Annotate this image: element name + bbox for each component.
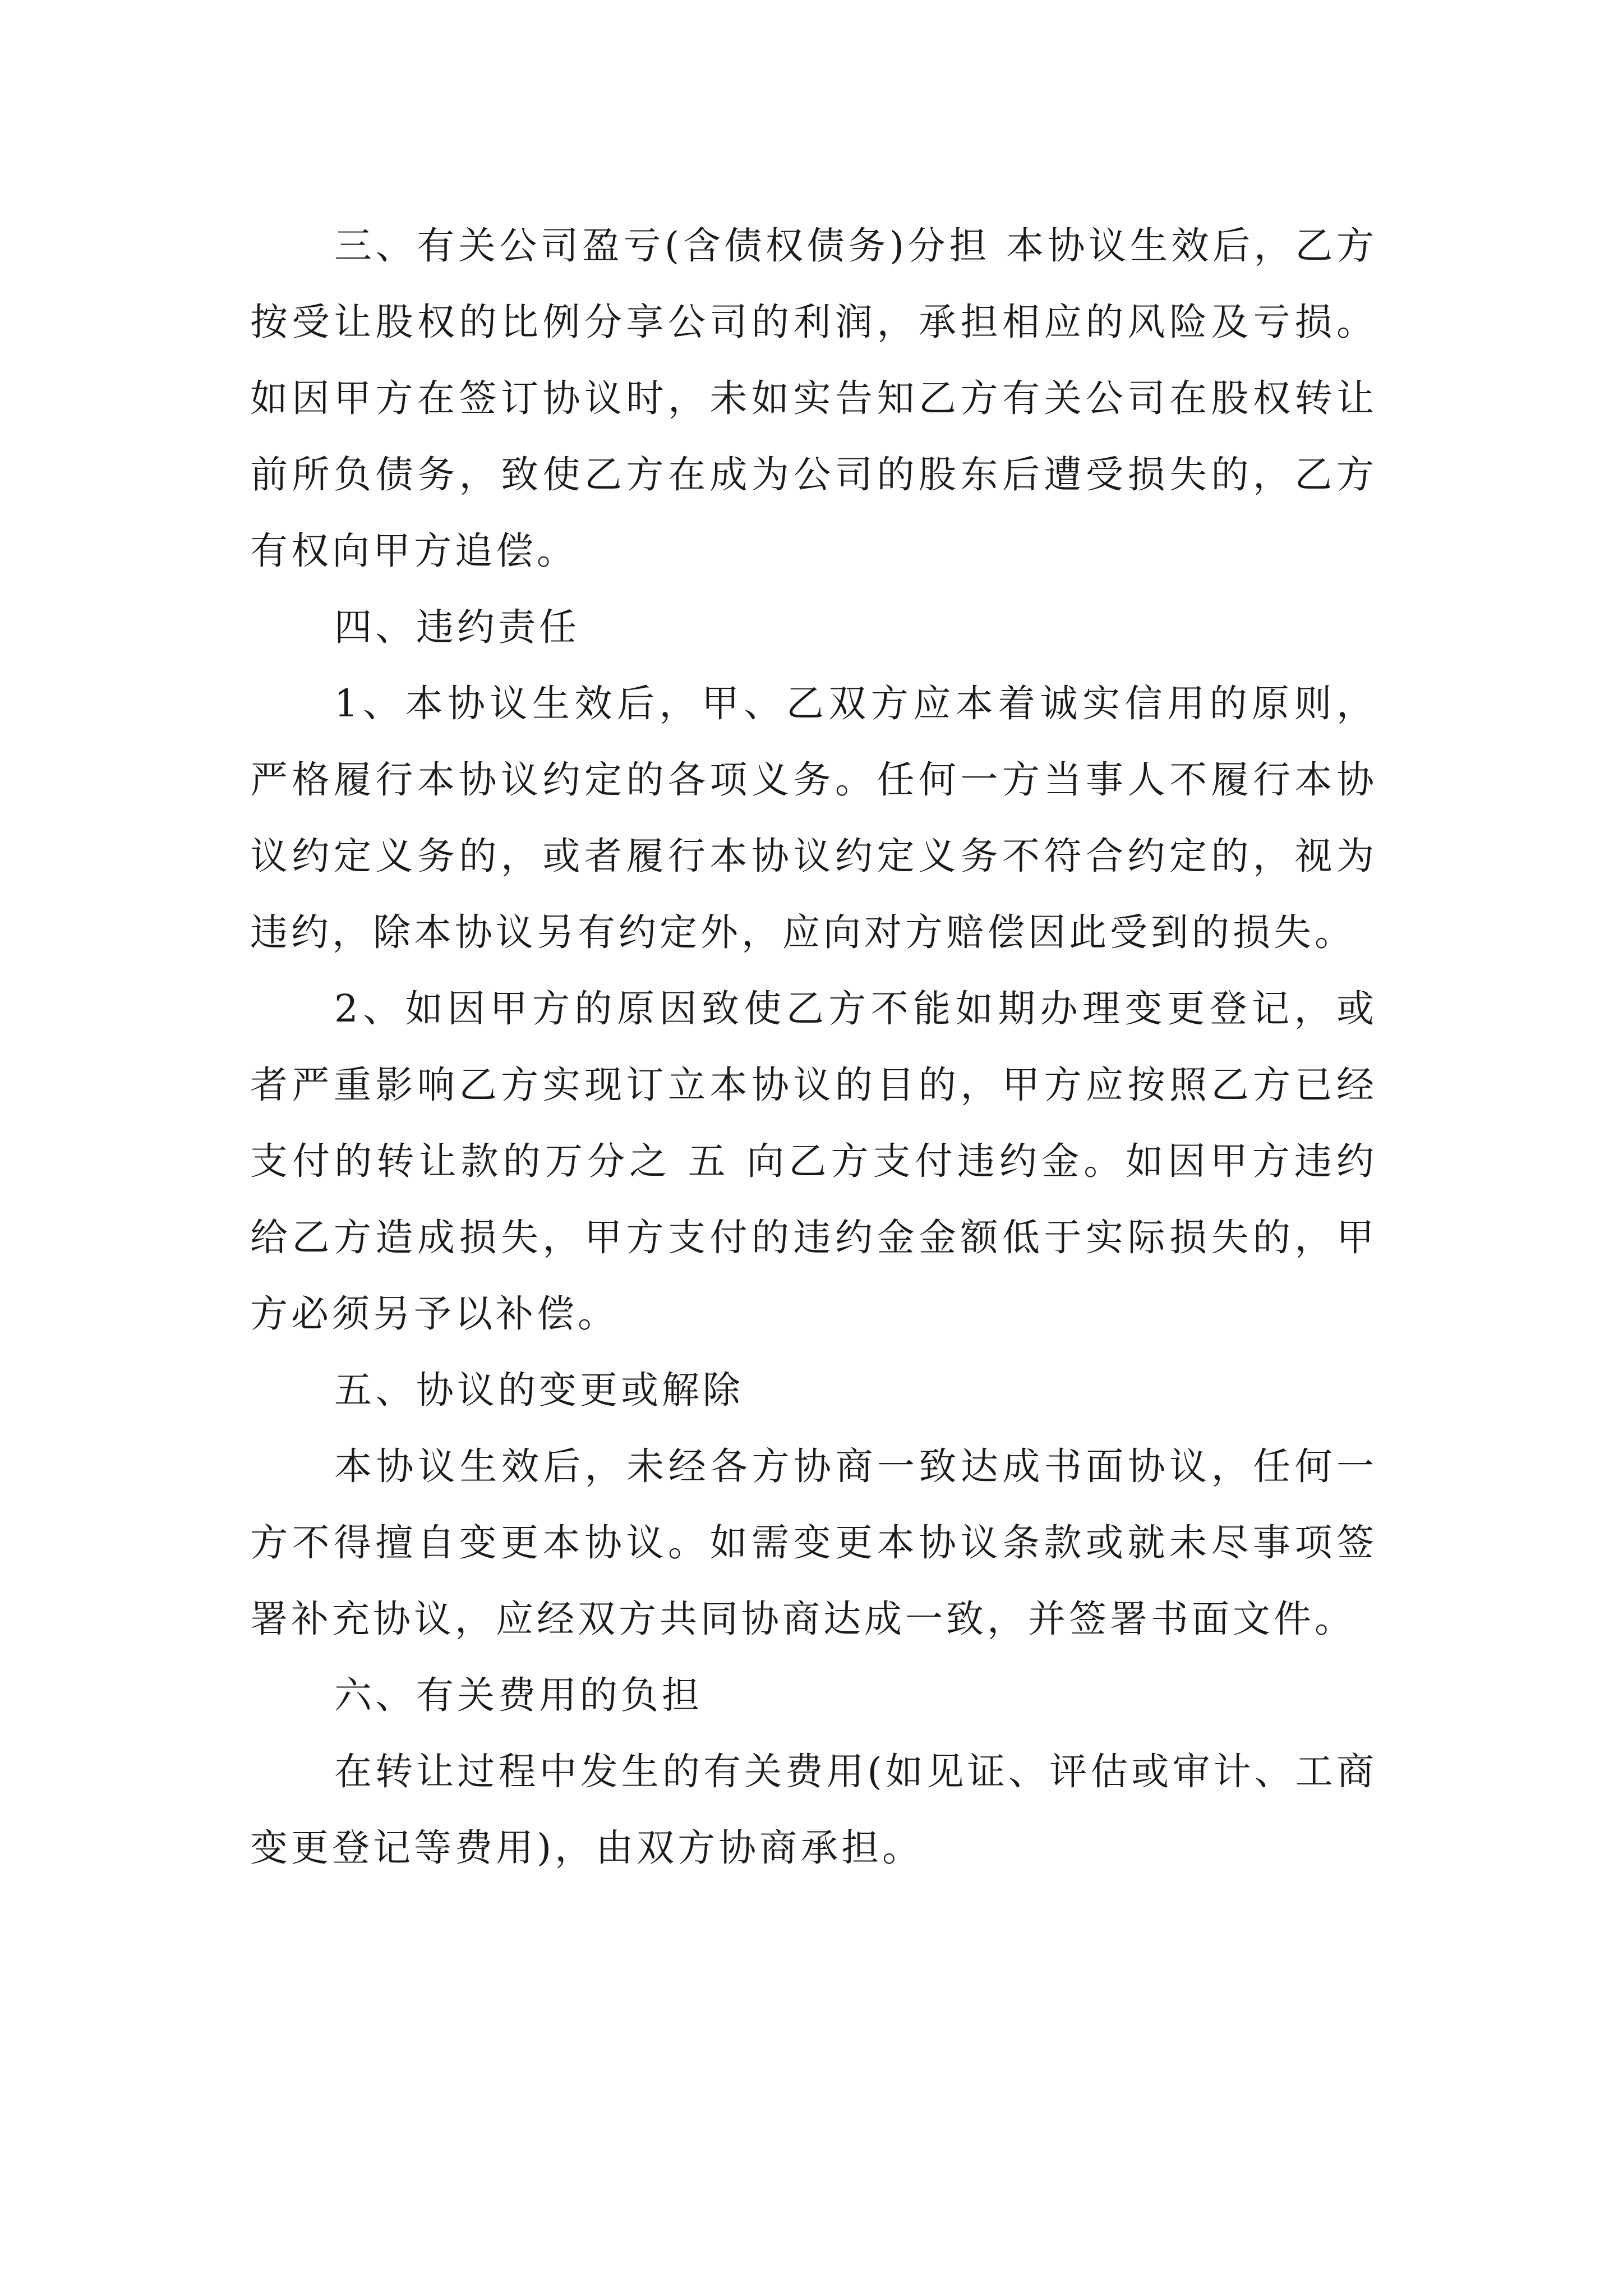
clause-three-profit-loss: 三、有关公司盈亏(含债权债务)分担 本协议生效后，乙方按受让股权的比例分享公司的利润，承担相应的风险及亏损。 如因甲方在签订协议时，未如实告知乙方有关公司在股权转让前所负债务，致使乙方在成为公司的股东后遭受损失的，乙方有权向甲方追偿。 [250,224,1377,573]
heading-breach-liability: 四、违约责任 [334,605,580,649]
document-body [250,208,1377,1886]
breach-item-1: 1、本协议生效后，甲、乙双方应本着诚实信用的原则，严格履行本协议约定的各项义务。任何一方当事人不履行本协议约定义务的，或者履行本协议约定义务不符合约定的，视为违约，除本协议另有约定外，应向对方赔偿因此受到的损失。 [250,682,1377,954]
amendment-paragraph: 本协议生效后，未经各方协商一致达成书面协议，任何一方不得擅自变更本协议。如需变更本协议条款或就未尽事项签署补充协议，应经双方共同协商达成一致，并签署书面文件。 [250,1444,1377,1641]
heading-amendment-termination: 五、协议的变更或解除 [334,1368,744,1412]
breach-item-2: 2、如因甲方的原因致使乙方不能如期办理变更登记，或者严重影响乙方实现订立本协议的目的，甲方应按照乙方已经支付的转让款的万分之 五 向乙方支付违约金。如因甲方违约给乙方造成损失，甲方支付的违约金金额低于实际损失的，甲方必须另予以补偿。 [250,987,1377,1336]
expenses-paragraph: 在转让过程中发生的有关费用(如见证、评估或审计、工商变更登记等费用)，由双方协商承担。 [250,1750,1377,1870]
heading-expenses: 六、有关费用的负担 [334,1673,703,1717]
